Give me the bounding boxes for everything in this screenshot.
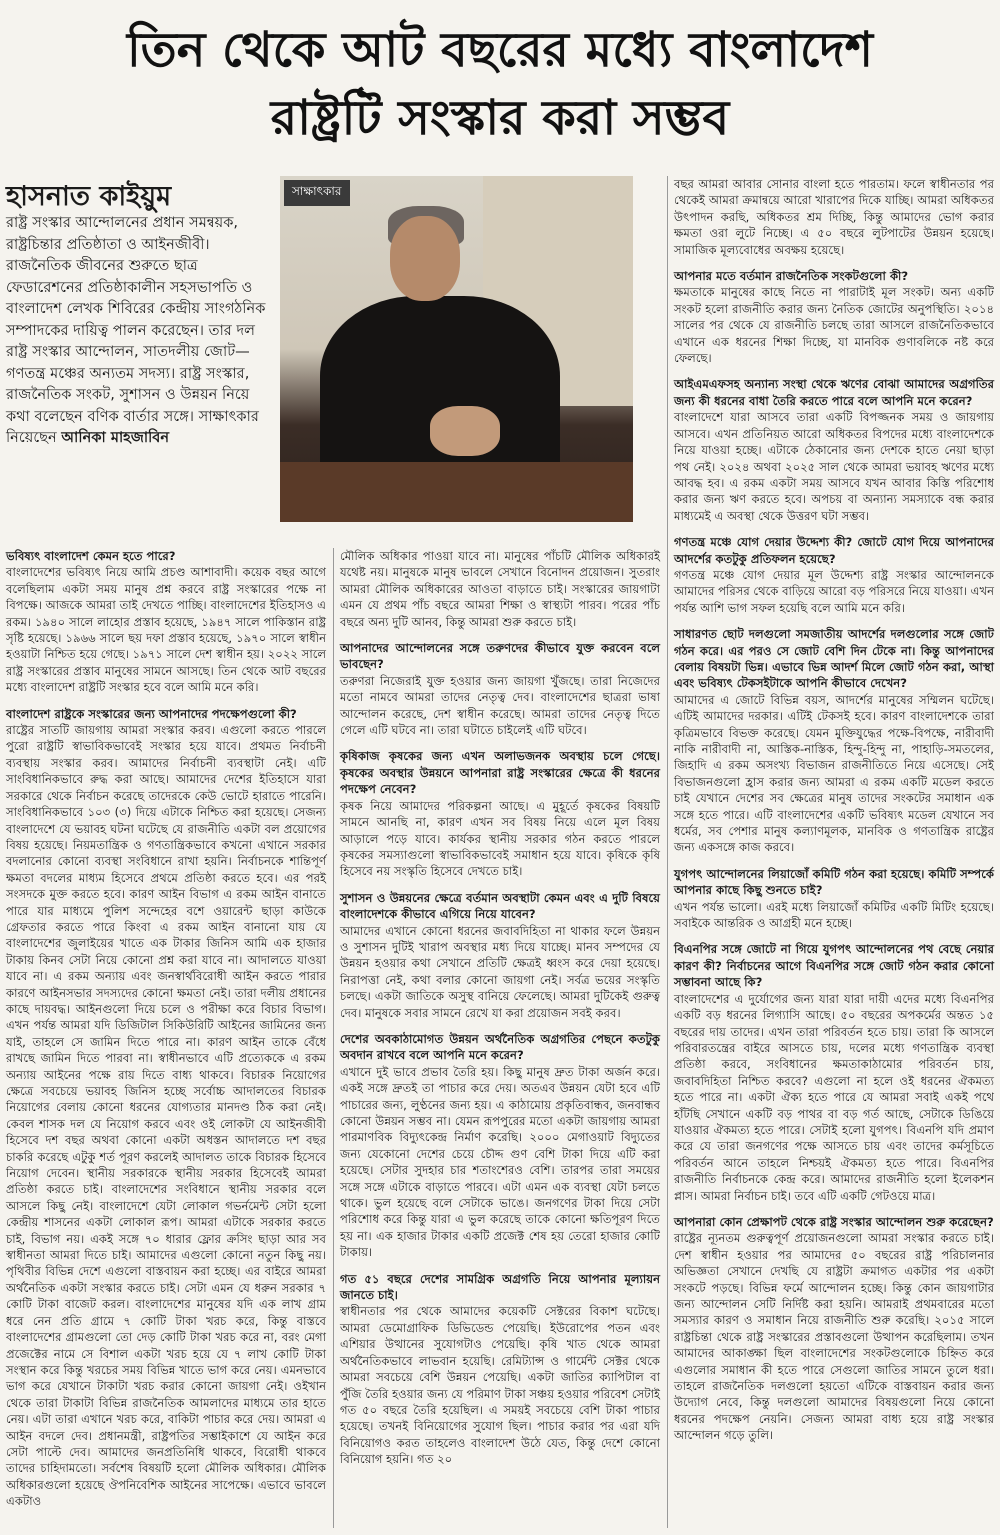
interview-answer: গণতন্ত্র মঞ্চে যোগ দেয়ার মূল উদ্দেশ্য রাষ্ট্র সংস্কার আন্দোলনকে আমাদের পরিসর থেকে বাড়িয়ে আরো বড় পরিসরে নিয়ে যাওয়া। এখন পর্যন্ত আশি ভাগ সফল হয়েছি বলে আমি মনে করি। xyxy=(674,567,994,615)
photo-desk xyxy=(280,462,633,522)
column-3 xyxy=(674,176,994,1444)
interview-question: সুশাসন ও উন্নয়নের ক্ষেত্রে বর্তমান অবস্থাটা কেমন এবং এ দুটি বিষয়ে বাংলাদেশকে কীভাবে এগিয়ে নিয়ে যাবেন? xyxy=(340,890,660,922)
interview-question: গণতন্ত্র মঞ্চে যোগ দেয়ার উদ্দেশ্য কী? জোটে যোগ দিয়ে আপনাদের আদর্শের কতটুকু প্রতিফলন হয়েছে? xyxy=(674,535,994,566)
interview-answer: রাষ্ট্রের ন্যূনতম গুরুত্বপূর্ণ প্রয়োজনগুলো আমরা সংস্কার করতে চাই। দেশ স্বাধীন হওয়ার পর আমাদের ৫০ বছরের রাষ্ট্র পরিচালনার অভিজ্ঞতা সেখানে দেখছি যে রাষ্ট্রটা ক্রমাগত একটার পর একটা সংকটে পড়ছে। বিভিন্ন ফর্মে আন্দোলন হচ্ছে। কিন্তু কোন জায়গাটার জন্য আন্দোলন সেটি নির্দিষ্ট করা হয়নি। আমরাই প্রথমবারের মতো সমস্যার কারণ ও সমাধান নিয়ে রাজনীতি শুরু করেছি। ২০১৫ সালে রাষ্ট্রচিন্তা থেকে রাষ্ট্র সংস্কারের প্রস্তাবগুলো উত্থাপন করেছিলাম। তখন আমাদের আকাঙ্ক্ষা ছিল বাংলাদেশের সংকটগুলোকে চিহ্নিত করে এগুলোর সমাধান কী হতে পারে সেগুলো জাতির সামনে তুলে ধরা। তাহলে রাজনৈতিক দলগুলো হয়তো এটিকে বাস্তবায়ন করার জন্য উদ্যোগ নেবে, কিন্তু দলগুলো আমাদের বিষয়গুলো নিয়ে কোনো ধরনের পদক্ষেপ নেয়নি। সেজন্য আমরা বাধ্য হয়ে রাষ্ট্র সংস্কার আন্দোলন গড়ে তুলি। xyxy=(674,1231,994,1443)
interview-answer: স্বাধীনতার পর থেকে আমাদের কয়েকটি সেক্টরের বিকাশ ঘটেছে। আমরা ডেমোগ্রাফিক ডিভিডেন্ড পেয়েছি। ইউরোপের পতন এবং এশিয়ার উত্থানের সুযোগটাও পেয়েছি। কৃষি খাত থেকে আমরা অর্থনৈতিকভাবে লাভবান হয়েছি। রেমিট্যান্স ও গার্মেন্ট সেক্টর থেকে আমরা সবচেয়ে বেশি উন্নয়ন পেয়েছি। একটা জাতির ক্যাপিটাল বা পুঁজি তৈরি হওয়ার জন্য যে পরিমাণ টাকা সঞ্চয় হওয়ার পরিবেশ সেটাই গত ৫০ বছরে তৈরি হয়েছিল। এ সময়ই সবচেয়ে বেশি টাকা পাচার হয়েছে। তখনই বিনিয়োগের সুযোগ ছিল। পাচার করার পর এরা যদি বিনিয়োগও করত তাহলেও বাংলাদেশ উঠে যেত, কিন্তু দেশে কোনো বিনিয়োগ হয়নি। গত ২০ xyxy=(340,1304,660,1467)
interview-answer: কৃষক নিয়ে আমাদের পরিকল্পনা আছে। এ মুহূর্তে কৃষকের বিষয়টি সামনে আনছি না, কারণ এখন সব বিষয় নিয়ে এলে মূল বিষয় আড়ালে পড়ে যাবে। কার্যকর স্থানীয় সরকার গঠন করতে পারলে কৃষকের সমস্যাগুলো স্বাভাবিকভাবেই সমাধান হয়ে যাবে। কৃষিকে কৃষি হিসেবে নয় সংস্কৃতি হিসেবে দেখতে চাই। xyxy=(340,798,660,879)
column-divider xyxy=(667,176,668,1528)
column-2 xyxy=(340,548,660,1468)
headline-line-1: তিন থেকে আট বছরের মধ্যে বাংলাদেশ xyxy=(126,22,874,78)
interview-answer: এখন পর্যন্ত ভালো। এরই মধ্যে লিয়াজোঁ কমিটির একটি মিটিং হয়েছে। সবাইকে আন্তরিক ও আগ্রহী মনে হচ্ছে। xyxy=(674,899,994,931)
photo-tag: সাক্ষাৎকার xyxy=(284,180,350,206)
interview-question: আপনাদের আন্দোলনের সঙ্গে তরুণদের কীভাবে যুক্ত করবেন বলে ভাবছেন? xyxy=(340,641,660,672)
photo-person-hand xyxy=(430,406,500,456)
photo-person-head xyxy=(390,216,460,301)
interview-answer: আমাদের এ জোটে বিভিন্ন বয়স, আদর্শের মানুষের সম্মিলন ঘটেছে। এটিই আমাদের দরকার। এটিই টেকসই হবে। কারণ বাংলাদেশকে তারা কৃত্রিমভাবে বিভক্ত করেছে। যেমন মুক্তিযুদ্ধের পক্ষে-বিপক্ষে, নারীবাদী নাকি নারীবাদী না, আস্তিক-নাস্তিক, হিন্দু-হিন্দু না, পাহাড়ি-সমতলের, জিহাদি এ রকম অসংখ্য বিভাজন রাজনীতিতে নিয়ে এসেছে। সেই বিভাজনগুলো হ্রাস করার জন্য আমরা এ রকম একটি মডেল করতে চাই যেখানে দেশের সব ক্ষেত্রের মানুষ তাদের সংকটের সমাধান এক সঙ্গে হতে পারে। এটি বাংলাদেশের একটি ভবিষ্যৎ মডেল যেখানে সব ধর্মের, সব পেশার মানুষ কল্যাণমূলক, মানবিক ও গণতান্ত্রিক রাষ্ট্রের জন্য একসঙ্গে কাজ করবে। xyxy=(674,692,994,855)
intro-text: রাষ্ট্র সংস্কার আন্দোলনের প্রধান সমন্বয়ক, রাষ্ট্রচিন্তার প্রতিষ্ঠাতা ও আইনজীবী। রাজনৈতিক জীবনের শুরুতে ছাত্র ফেডারেশনের প্রতিষ্ঠাকালীন সহসভাপতি ও বাংলাদেশ লেখক শিবিরের কেন্দ্রীয় সাংগঠনিক সম্পাদকের দায়িত্ব পালন করেছেন। তার দল রাষ্ট্র সংস্কার আন্দোলন, সাতদলীয় জোট—গণতন্ত্র মঞ্চের অন্যতম সদস্য। রাষ্ট্র সংস্কার, রাজনৈতিক সংকট, সুশাসন ও উন্নয়ন নিয়ে কথা বলেছেন বণিক বার্তার সঙ্গে। সাক্ষাৎকার নিয়েছেন xyxy=(6,214,266,446)
interview-answer: ক্ষমতাকে মানুষের কাছে নিতে না পারাটাই মূল সংকট। অন্য একটি সংকট হলো রাজনীতি করার জন্য নৈতিক জোটের অনুপস্থিতি। ২০১৪ সালের পর থেকে যে রাজনীতি চলছে তারা আসলে রাজনৈতিকভাবে এখানে এক ধরনের শিক্ষা দিচ্ছে, যা মানবিক গুণাবলিকে নষ্ট করে ফেলছে। xyxy=(674,285,994,366)
headline-line-2: রাষ্ট্রটি সংস্কার করা সম্ভব xyxy=(270,90,730,146)
interview-answer: বছর আমরা আবার সোনার বাংলা হতে পারতাম। ফলে স্বাধীনতার পর থেকেই আমরা ক্রমান্বয়ে আরো খারাপের দিকে যাচ্ছি। আমরা অধিকতর উৎপাদন করছি, অধিকতর শ্রম দিচ্ছি, কিন্তু আমাদের ভোগ করার ক্ষমতা ওরা লুটে নিচ্ছে। এ ৫০ বছরে লুটপাটের উন্নয়ন হয়েছে। সামাজিক মূল্যবোধের অবক্ষয় হয়েছে। xyxy=(674,177,994,257)
interview-question: বাংলাদেশ রাষ্ট্রকে সংস্কারের জন্য আপনাদের পদক্ষেপগুলো কী? xyxy=(6,706,297,721)
interview-question: দেশের অবকাঠামোগত উন্নয়ন অর্থনৈতিক অগ্রগতির পেছনে কতটুকু অবদান রাখবে বলে আপনি মনে করেন? xyxy=(340,1031,660,1063)
interview-question: আইএমএফসহ অন্যান্য সংস্থা থেকে ঋণের বোঝা আমাদের অগ্রগতির জন্য কী ধরনের বাধা তৈরি করতে পারে বলে আপনি মনে করেন? xyxy=(674,377,994,408)
intro-paragraph xyxy=(6,212,268,449)
interview-question: সাধারণত ছোট দলগুলো সমজাতীয় আদর্শের দলগুলোর সঙ্গে জোট গঠন করে। এর পরও সে জোট বেশি দিন টেকে না। কিন্তু আপনাদের বেলায় বিষয়টা ভিন্ন। এভাবে ভিন্ন আদর্শ মিলে জোট গঠন করা, আস্থা এবং ভবিষ্যৎ টেকসইটাকে আপনি কীভাবে দেখেন? xyxy=(674,627,994,691)
column-divider xyxy=(333,548,334,1528)
interview-answer: বাংলাদেশের ভবিষ্যৎ নিয়ে আমি প্রচণ্ড আশাবাদী। কয়েক বছর আগে বলেছিলাম একটা সময় মানুষ প্রশ্ন করবে রাষ্ট্র সংস্কারের পক্ষে না বিপক্ষে। আজকে আমরা তাই দেখতে পাচ্ছি। বাংলাদেশের ইতিহাসও এ রকম। ১৯৪০ সালে লাহোর প্রস্তাব হয়েছে, ১৯৪৭ সালে পাকিস্তান রাষ্ট্র সৃষ্টি হয়েছে। ১৯৬৬ সালে ছয় দফা প্রস্তাব হয়েছে, ১৯৭০ সালে স্বাধীন হওয়াটা নিশ্চিত হয়ে গেছে। ১৯৭১ সালে দেশ স্বাধীন হয়। ২০২২ সালে রাষ্ট্র সংস্কারের প্রস্তাব মানুষের সামনে আসছে। তিন থেকে আট বছরের মধ্যে বাংলাদেশ রাষ্ট্রটি সংস্কার হবে বলে আমি মনে করি। xyxy=(6,565,326,695)
column-1 xyxy=(6,548,326,1510)
interview-answer: তরুণরা নিজেরাই যুক্ত হওয়ার জন্য জায়গা খুঁজছে। তারা নিজেদের মতো নামবে আমরা তাদের নেতৃত্ব দেব। বাংলাদেশের ছাত্ররা ভাষা আন্দোলন করেছে, দেশ স্বাধীন করেছে। আমরা তাদের নেতৃত্ব দিতে গেলে এটি ঘটবে না। তারা ঘটাতে চাইলেই এটি ঘটবে। xyxy=(340,673,660,738)
interviewer-name: আনিকা মাহজাবিন xyxy=(61,429,170,446)
interview-question: আপনারা কোন প্রেক্ষাপট থেকে রাষ্ট্র সংস্কার আন্দোলন শুরু করেছেন? xyxy=(674,1214,994,1229)
interview-question: কৃষিকাজ কৃষকের জন্য এখন অলাভজনক অবস্থায় চলে গেছে। কৃষকের অবস্থার উন্নয়নে আপনারা রাষ্ট্র সংস্কারের ক্ষেত্রে কী ধরনের পদক্ষেপ নেবেন? xyxy=(340,749,660,797)
interview-question: আপনার মতে বর্তমান রাজনৈতিক সংকটগুলো কী? xyxy=(674,269,909,284)
interview-answer: রাষ্ট্রের সাতটি জায়গায় আমরা সংস্কার করব। এগুলো করতে পারলে পুরো রাষ্ট্রটি স্বাভাবিকভাবেই সংস্কার হয়ে যাবে। প্রথমত নির্বাচনী ব্যবস্থায় সংস্কার করব। আমাদের নির্বাচনী ব্যবস্থাটা নেই। এটি সাংবিধানিকভাবে রুদ্ধ করা আছে। আমাদের দেশের ইতিহাসে যারা সরকারে থেকে নির্বাচন করেছে তাদেরকে কেউ ভোটে হারাতে পারেনি। সাংবিধানিকভাবে ১০৩ (৩) দিয়ে এটাকে নিশ্চিত করা হয়েছে। সেজন্য বাংলাদেশে যে ভয়াবহ ঘটনা ঘটেছে যে রাজনীতি একটা বল প্রয়োগের বিষয় হয়েছে। নিয়মতান্ত্রিক ও গণতান্ত্রিকভাবে কখনো এখানে সরকার বদলানোর কোনো ব্যবস্থা সংবিধানে রাখা হয়নি। নির্বাচনকে শান্তিপূর্ণ ক্ষমতা বদলের মাধ্যম হিসেবে প্রথমে প্রতিষ্ঠা করতে হবে। এর পরই সংসদকে মুক্ত করতে হবে। কারণ আইন বিভাগ এ রকম আইন বানাতে পারে যার মাধ্যমে পুলিশ সন্দেহের বশে ওয়ারেন্ট ছাড়া কাউকে গ্রেফতার করতে পারে কিংবা এ রকম আইন বানানো যায় যে বাংলাদেশের জুলাইয়ের খাতে এক টাকার জিনিস আমি এক হাজার টাকায় কিনব সেটা নিয়ে কোনো প্রশ্ন করা যাবে না। আদালতে যাওয়া যাবে না। এ রকম অন্যায় এবং জনস্বার্থবিরোধী আইন করতে পারার কারণে আইনসভার সদস্যদের কোনো ক্ষমতা নেই। তারা দলীয় প্রধানের কাছে দায়বদ্ধ। আইনগুলো দিয়ে চলে ও পরীক্ষা করে বিচার বিভাগ। এখন পর্যন্ত আমরা যদি ডিজিটাল সিকিউরিটি আইনের জামিনের জন্য যাই, তাহলে সে জামিন দিতে পারে না। কারণ আইন তাকে বেঁধে রাখছে জামিন দিতে পারবা না। স্বাধীনভাবে এটি প্রত্যেককে এ রকম অন্যায় আইনের পক্ষে রায় দিতে বাধ্য থাকবে। বিচারক নিয়োগের ক্ষেত্রে সবচেয়ে ভয়াবহ জিনিস হচ্ছে সর্বোচ্চ আদালতের বিচারক নিয়োগের বেলায় কোনো ধরনের যোগ্যতার মানদণ্ড ঠিক করা নেই। কেবল শাসক দল যে নিয়োগ করবে এবং ওই লোকটা যে আইনজীবী হিসেবে দশ বছর অথবা কোনো একটা অধস্তন আদালতে দশ বছর চাকরি করেছে এটুকু শর্ত পূরণ করলেই আদালত তাকে বিচারক হিসেবে নিয়োগ দেবেন। স্থানীয় সরকারকে স্থানীয় সরকার হিসেবেই আমরা প্রতিষ্ঠা করতে চাই। বাংলাদেশের সংবিধানে স্থানীয় সরকার বলে আসলে কিছু নেই। বাংলাদেশে যেটা লোকাল গভর্নমেন্ট সেটা হলো কেন্দ্রীয় শাসনের একটা লোকাল রূপ। আমরা এটাকে সরকার করতে চাই, বিভাগ নয়। একই সঙ্গে ৭০ ধারার ফ্লোর ক্রসিং ছাড়া আর সব স্বাধীনতা আমরা দিতে চাই। আমাদের এগুলো কোনো নতুন কিছু নয়। পৃথিবীর বিভিন্ন দেশে এগুলো বাস্তবায়ন করা হচ্ছে। এর বাইরে আমরা অর্থনৈতিক একটা সংস্কার করতে চাই। সেটা এমন যে ধরুন সরকার ৭ কোটি টাকা বাজেট করল। বাংলাদেশের মানুষের যদি এক লাখ গ্রাম ধরে নেন প্রতি গ্রামে ৭ কোটি টাকা খরচ করে, কিন্তু বাস্তবে বাংলাদেশের গ্রামগুলো তো দেড় কোটি টাকা খরচ করে না, বরং মেগা প্রজেক্টের নামে সে বিশাল একটা খরচ হয়ে যে ৭ লাখ কোটি টাকা সংস্থান করে কিন্তু খরচের সময় বিভিন্ন খাতে ভাগ করে নেয়। এমনভাবে ভাগ করে যেখানে টাকাটা খরচ করার কোনো জায়গা নেই। ওইখান থেকে তারা টাকাটা বিভিন্ন রাজনৈতিক আমলাদের মাধ্যমে তার হাতে নেয়। এটা তারা এখানে খরচ করে, বাকিটা পাচার করে দেয়। আমরা এ আইন বদলে দেব। প্রধানমন্ত্রী, রাষ্ট্রপতির সম্ভাইকাশে যে আইন করে সেটা পাল্টে দেব। আমাদের জনপ্রতিনিধি থাকবে, বিরোধী থাকবে তাদের চাহিদামতো। সর্বশেষ বিষয়টি হলো মৌলিক অধিকার। মৌলিক অধিকারগুলো হয়েছে ঔপনিবেশিক আইনের সাপেক্ষে। এভাবে ভাবলে একটাও xyxy=(6,723,327,1509)
interview-answer: এখানে দুই ভাবে প্রভাব তৈরি হয়। কিছু মানুষ দ্রুত টাকা অর্জন করে। একই সঙ্গে দ্রুতই তা পাচার করে দেয়। অতএব উন্নয়ন যেটা হবে এটি পাচারের জন্য, লুণ্ঠনের জন্য হয়। এ কাঠামোয় প্রকৃতিবান্ধব, জনবান্ধব কোনো উন্নয়ন সম্ভব না। যেমন রূপপুরের মতো একটা জায়গায় আমরা পারমাণবিক বিদ্যুৎকেন্দ্র নির্মাণ করেছি। ২০০০ মেগাওয়াট বিদ্যুতের জন্য যেকোনো দেশের চেয়ে চৌদ্দ গুণ বেশি টাকা দিয়ে এটি করা হয়েছে। সেটার সুদহার চার শতাংশেরও বেশি। তারপর তারা সময়ের সঙ্গে সঙ্গে এটাকে বাড়াতে পারবে। এটা এমন এক ব্যবস্থা যেটা চলতে থাকে। ভুল হয়েছে বলে সেটাকে ভাঙে। জনগণের টাকা দিয়ে সেটা পরিশোধ করে কিন্তু যারা এ ভুল করেছে তাকে কোনো ক্ষতিপূরণ দিতে হয় না। এক হাজার টাকার একটি প্রজেক্ট শেষ হয় তেরো হাজার কোটি টাকায়। xyxy=(340,1064,660,1260)
interview-question: যুগপৎ আন্দোলনের লিয়াজোঁ কমিটি গঠন করা হয়েছে। কমিটি সম্পর্কে আপনার কাছে কিছু শুনতে চাই? xyxy=(674,866,994,898)
interview-question: বিএনপির সঙ্গে জোটে না গিয়ে যুগপৎ আন্দোলনের পথ বেছে নেয়ার কারণ কী? নির্বাচনের আগে বিএনপির সঙ্গে জোট গঠন করার কোনো সম্ভাবনা আছে কি? xyxy=(674,942,994,990)
interview-answer: মৌলিক অধিকার পাওয়া যাবে না। মানুষের পাঁচটি মৌলিক অধিকারই যথেষ্ট নয়। মানুষকে মানুষ ভাবলে সেখানে বিনোদন প্রয়োজন। সুতরাং আমরা মৌলিক অধিকারের আওতা বাড়াতে চাই। সংস্কারের জায়গাটা এমন যে প্রথম পাঁচ বছরে আমরা শিক্ষা ও স্বাস্থ্যটা পারব। পরের পাঁচ বছরে অন্য দুটি আনব, কিন্তু আমরা শুরু করতে চাই। xyxy=(340,549,660,629)
interview-answer: বাংলাদেশের এ দুর্যোগের জন্য যারা যারা দায়ী এদের মধ্যে বিএনপির একটি বড় ধরনের লিগ্যাসি আছে। ৫০ বছরের অপকর্মের অন্তত ১৫ বছরের দায় তাদের। এখন তারা পরিবর্তন হতে চায়। তারা কি আসলে পরিবারতন্ত্রের বাইরে আসতে চায়, দলের মধ্যে গণতান্ত্রিক ব্যবস্থা প্রতিষ্ঠা করবে, সংবিধানের ক্ষমতাকাঠামোর পরিবর্তন চায়, জবাবদিহিতা নিশ্চিত করবে? এগুলো না হলে ওই ধরনের ঐকমত্য হতে পারে না। একটা ঐক্য হতে পারে যে আমরা সবাই একই পথে হাঁটছি সেখানে একটি বড় পাথর বা বড় গর্ত আছে, সেটাকে ডিঙিয়ে যাওয়ার ঐকমত্য হতে পারে। সেটাই হলো যুগপৎ। বিএনপি যদি প্রমাণ করে যে তারা জনগণের পক্ষে আসতে চায় এবং তাদের কর্মসূচিতে পরিবর্তন আনে তাহলে নিশ্চয়ই ঐকমত্য হতে পারে। বিএনপির রাজনীতি নির্বাচনকে কেন্দ্র করে। আমাদের রাজনীতি হলো ইলেকশন প্লাস। আমরা নির্বাচন চাই। তবে এটি একটি গেটওয়ে মাত্র। xyxy=(674,991,994,1203)
interview-answer: আমাদের এখানে কোনো ধরনের জবাবদিহিতা না থাকার ফলে উন্নয়ন ও সুশাসন দুটিই খারাপ অবস্থার মধ্য দিয়ে যাচ্ছে। মানব সম্পদের যে উন্নয়ন হওয়ার কথা সেখানে প্রতিটি ক্ষেত্রই ধ্বংস করে দেয়া হয়েছে। নিরাপত্তা নেই, কথা বলার কোনো জায়গা নেই। সর্বত্র ভয়ের সংস্কৃতি চলছে। একটা জাতিকে অসুস্থ বানিয়ে ফেলেছে। আমরা দুটিকেই গুরুত্ব দেব। মানুষকে সবার সামনে রেখে যা করা প্রয়োজন সবই করব। xyxy=(340,923,660,1020)
interview-question: ভবিষ্যৎ বাংলাদেশ কেমন হতে পারে? xyxy=(6,549,176,563)
author-name: হাসনাত কাইয়ুম xyxy=(6,181,172,212)
interview-photo xyxy=(280,176,633,522)
interview-answer: বাংলাদেশে যারা আসবে তারা একটি বিপজ্জনক সময় ও জায়গায় আসবে। এখন প্রতিনিয়ত আরো অধিকতর বিপদের মধ্যে বাংলাদেশকে নিয়ে যাওয়া হচ্ছে। এটাকে ঠেকানোর জন্য দেশকে হাতে নেয়া ছাড়া পথ নেই। ২০২৪ অথবা ২০২৫ সাল থেকে আমরা ভয়াবহ ঋণের মধ্যে আবদ্ধ হব। এ রকম একটা সময় আসবে যখন আবার কিস্তি পরিশোধ করার জন্য ঋণ করতে হবে। অপচয় বা অন্যান্য সমস্যাকে বন্ধ করার মাধ্যমেই এ অবস্থা থেকে উত্তরণ ঘটা সম্ভব। xyxy=(674,410,994,523)
interview-question: গত ৫১ বছরে দেশের সামগ্রিক অগ্রগতি নিয়ে আপনার মূল্যায়ন জানতে চাই। xyxy=(340,1271,660,1303)
